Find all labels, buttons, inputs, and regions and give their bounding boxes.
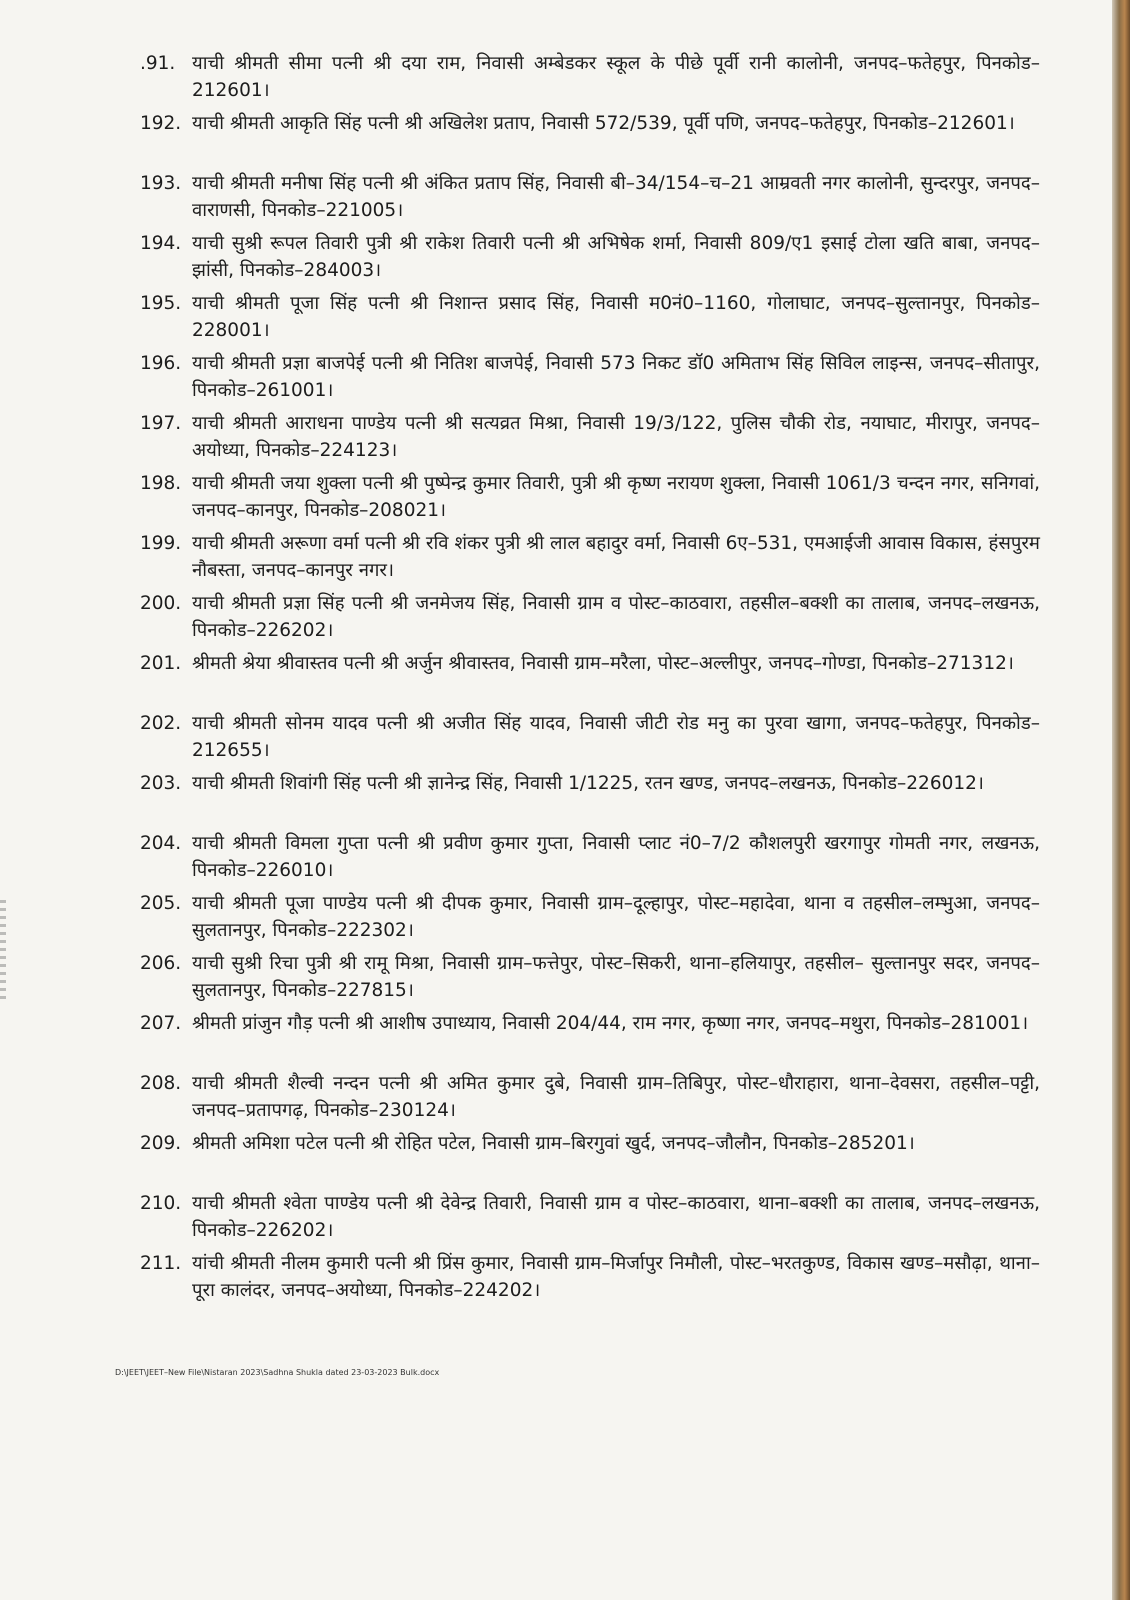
entry-number: 210. [140, 1193, 182, 1214]
file-path-footer: D:\JEET\JEET–New File\Nistaran 2023\Sadhna Shukla dated 23-03-2023 Bulk.docx [115, 1368, 440, 1377]
entry-text: याची श्रीमती श्वेता पाण्डेय पत्नी श्री देवेन्द्र तिवारी, निवासी ग्राम व पोस्ट–काठवारा, थाना–बक्शी का तालाब, जनपद–लखनऊ, पिनकोड–226202। [192, 1193, 1040, 1241]
list-item [140, 410, 1040, 470]
entry-text: याची श्रीमती प्रज्ञा सिंह पत्नी श्री जनमेजय सिंह, निवासी ग्राम व पोस्ट–काठवारा, तहसील–बक्शी का तालाब, जनपद–लखनऊ, पिनकोड–226202। [192, 593, 1040, 641]
entry-number: 193. [140, 173, 182, 194]
entry-text: श्रीमती श्रेया श्रीवास्तव पत्नी श्री अर्जुन श्रीवास्तव, निवासी ग्राम–मरैला, पोस्ट–अल्लीपुर, जनपद–गोण्डा, पिनकोड–271312। [192, 653, 1014, 674]
entry-number: 203. [140, 773, 182, 794]
entry-number: .91. [140, 53, 176, 74]
entry-text: याची श्रीमती अरूणा वर्मा पत्नी श्री रवि शंकर पुत्री श्री लाल बहादुर वर्मा, निवासी 6ए–531, एमआईजी आवास विकास, हंसपुरम नौबस्ता, जनपद–कानपुर नगर। [192, 533, 1040, 581]
entry-text: याची श्रीमती सोनम यादव पत्नी श्री अजीत सिंह यादव, निवासी जीटी रोड मनु का पुरवा खागा, जनपद–फतेहपुर, पिनकोड–212655। [192, 713, 1040, 761]
list-item [140, 650, 1040, 710]
entry-number: 194. [140, 233, 182, 254]
entry-number: 202. [140, 713, 182, 734]
list-item [140, 350, 1040, 410]
list-item [140, 530, 1040, 590]
list-item [140, 1250, 1040, 1310]
entry-number: 195. [140, 293, 182, 314]
entry-number: 197. [140, 413, 182, 434]
list-item [140, 50, 1040, 110]
entry-number: 211. [140, 1253, 182, 1274]
entry-number: 192. [140, 113, 182, 134]
entry-number: 198. [140, 473, 182, 494]
list-item [140, 170, 1040, 230]
entry-text: श्रीमती प्रांजुन गौड़ पत्नी श्री आशीष उपाध्याय, निवासी 204/44, राम नगर, कृष्णा नगर, जनपद–मथुरा, पिनकोड–281001। [192, 1013, 1029, 1034]
entry-text: याची श्रीमती पूजा पाण्डेय पत्नी श्री दीपक कुमार, निवासी ग्राम–दूल्हापुर, पोस्ट–महादेवा, थाना व तहसील–लम्भुआ, जनपद–सुलतानपुर, पिनकोड–222302। [192, 893, 1040, 941]
list-item [140, 710, 1040, 770]
list-item [140, 290, 1040, 350]
list-item [140, 590, 1040, 650]
list-item [140, 1190, 1040, 1250]
entry-number: 201. [140, 653, 182, 674]
entry-number: 207. [140, 1013, 182, 1034]
list-item [140, 830, 1040, 890]
list-item [140, 1010, 1040, 1070]
list-item [140, 230, 1040, 290]
entry-text: याची श्रीमती शैल्वी नन्दन पत्नी श्री अमित कुमार दुबे, निवासी ग्राम–तिबिपुर, पोस्ट–धौराहारा, थाना–देवसरा, तहसील–पट्टी, जनपद–प्रतापगढ़, पिनकोड–230124। [192, 1073, 1040, 1121]
entry-number: 205. [140, 893, 182, 914]
entry-text: याची श्रीमती आराधना पाण्डेय पत्नी श्री सत्यव्रत मिश्रा, निवासी 19/3/122, पुलिस चौकी रोड, नयाघाट, मीरापुर, जनपद–अयोध्या, पिनकोड–224123। [192, 413, 1040, 461]
entry-text: याची श्रीमती शिवांगी सिंह पत्नी श्री ज्ञानेन्द्र सिंह, निवासी 1/1225, रतन खण्ड, जनपद–लखनऊ, पिनकोड–226012। [192, 773, 984, 794]
entry-text: याची श्रीमती सीमा पत्नी श्री दया राम, निवासी अम्बेडकर स्कूल के पीछे पूर्वी रानी कालोनी, जनपद–फतेहपुर, पिनकोड–212601। [192, 53, 1040, 101]
entry-text: यांची श्रीमती नीलम कुमारी पत्नी श्री प्रिंस कुमार, निवासी ग्राम–मिर्जापुर निमौली, पोस्ट–भरतकुण्ड, विकास खण्ड–मसौढ़ा, थाना–पूरा कालंदर, जनपद–अयोध्या, पिनकोड–224202। [192, 1253, 1040, 1301]
list-item [140, 890, 1040, 950]
margin-mark [0, 900, 6, 1000]
entry-text: याची श्रीमती विमला गुप्ता पत्नी श्री प्रवीण कुमार गुप्ता, निवासी प्लाट नं0–7/2 कौशलपुरी खरगापुर गोमती नगर, लखनऊ, पिनकोड–226010। [192, 833, 1040, 881]
entry-number: 206. [140, 953, 182, 974]
entry-number: 199. [140, 533, 182, 554]
entry-number: 196. [140, 353, 182, 374]
entry-number: 208. [140, 1073, 182, 1094]
list-item [140, 770, 1040, 830]
entry-list [140, 50, 1040, 1310]
entry-text: याची श्रीमती जया शुक्ला पत्नी श्री पुष्पेन्द्र कुमार तिवारी, पुत्री श्री कृष्ण नरायण शुक्ला, निवासी 1061/3 चन्दन नगर, सनिगवां, जनपद–कानपुर, पिनकोड–208021। [192, 473, 1040, 521]
entry-number: 200. [140, 593, 182, 614]
entry-text: श्रीमती अमिशा पटेल पत्नी श्री रोहित पटेल, निवासी ग्राम–बिरगुवां खुर्द, जनपद–जौलौन, पिनकोड–285201। [192, 1133, 915, 1154]
list-item [140, 470, 1040, 530]
entry-text: याची श्रीमती मनीषा सिंह पत्नी श्री अंकित प्रताप सिंह, निवासी बी–34/154–च–21 आम्रवती नगर कालोनी, सुन्दरपुर, जनपद–वाराणसी, पिनकोड–221005। [192, 173, 1040, 221]
entry-number: 204. [140, 833, 182, 854]
entry-text: याची श्रीमती आकृति सिंह पत्नी श्री अखिलेश प्रताप, निवासी 572/539, पूर्वी पणि, जनपद–फतेहपुर, पिनकोड–212601। [192, 113, 1015, 134]
list-item [140, 110, 1040, 170]
entry-text: याची सुश्री रूपल तिवारी पुत्री श्री राकेश तिवारी पत्नी श्री अभिषेक शर्मा, निवासी 809/ए1 इसाई टोला खति बाबा, जनपद–झांसी, पिनकोड–284003। [192, 233, 1040, 281]
entry-text: याची श्रीमती पूजा सिंह पत्नी श्री निशान्त प्रसाद सिंह, निवासी म0नं0–1160, गोलाघाट, जनपद–सुल्तानपुर, पिनकोड–228001। [192, 293, 1040, 341]
page-edge [1112, 0, 1130, 1600]
list-item [140, 1070, 1040, 1130]
entry-text: याची सुश्री रिचा पुत्री श्री रामू मिश्रा, निवासी ग्राम–फत्तेपुर, पोस्ट–सिकरी, थाना–हलियापुर, तहसील– सुल्तानपुर सदर, जनपद–सुलतानपुर, पिनकोड–227815। [192, 953, 1040, 1001]
entry-text: याची श्रीमती प्रज्ञा बाजपेई पत्नी श्री नितिश बाजपेई, निवासी 573 निकट डॉ0 अमिताभ सिंह सिविल लाइन्स, जनपद–सीतापुर, पिनकोड–261001। [192, 353, 1040, 401]
list-item [140, 950, 1040, 1010]
list-item [140, 1130, 1040, 1190]
entry-number: 209. [140, 1133, 182, 1154]
